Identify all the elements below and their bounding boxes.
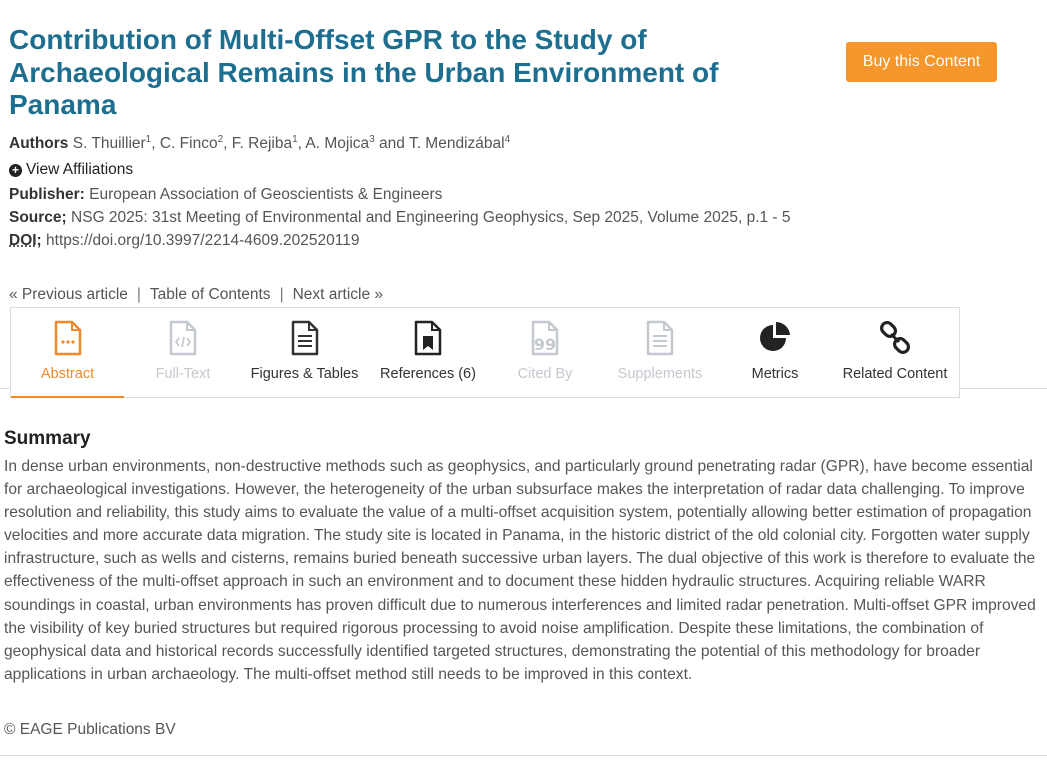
tab-related-content[interactable] xyxy=(831,308,959,398)
tab-cited-by[interactable] xyxy=(489,308,601,398)
quote-doc-icon xyxy=(530,320,560,356)
buy-content-button[interactable]: Buy this Content xyxy=(846,42,997,82)
tab-label: References (6) xyxy=(380,366,476,382)
article-title: Contribution of Multi-Offset GPR to the Study of Archaeological Remains in the Urban Environment of Panama xyxy=(9,24,719,120)
source-label: Source; xyxy=(9,209,67,226)
summary-text: In dense urban environments, non-destructive methods such as geophysics, and particularly ground penetrating radar (GPR), have become essential for archaeological investigations. However, the heterogeneity of the urban subsurface makes the interpretation of radar data challenging. To improve resolution and reliability, this study aims to evaluate the value of a multi-offset acquisition system, potentially allowing better estimation of propagation velocities and more accurate data migration. The study site is located in Panama, in the historic district of the old colonial city. Forgotten water supply infrastructure, such as wells and cisterns, remains buried beneath successive urban layers. The dual objective of this work is therefore to evaluate the effectiveness of the multi-offset approach in such an environment and to document these hidden hydraulic structures. Acquiring reliable WARR soundings in coastal, urban environments has proven difficult due to numerous interferences and limited radar penetration. Multi-offset GPR improved the visibility of key buried structures but required rigorous processing to avoid noise amplification. Despite these limitations, the combination of geophysical data and historical records successfully identified targeted structures, demonstrating the potential of this methodology for broader applications in urban archaeology. The multi-offset method still needs to be improved in this context. xyxy=(4,458,1036,683)
lines-doc-icon xyxy=(290,320,320,356)
svg-text:99: 99 xyxy=(533,335,557,354)
view-affiliations-label: View Affiliations xyxy=(26,161,134,178)
doi-label: DOI; xyxy=(9,232,42,249)
footer-divider xyxy=(0,755,1047,756)
author-affiliation-number: 3 xyxy=(369,134,375,145)
copyright-notice: © EAGE Publications BV xyxy=(4,721,176,738)
tab-label: Related Content xyxy=(842,366,948,382)
publisher-name: European Association of Geoscientists & Engineers xyxy=(89,186,443,203)
author-affiliation-number: 1 xyxy=(145,134,152,145)
tab-label: Abstract xyxy=(40,366,95,382)
summary-heading: Summary xyxy=(4,428,91,449)
table-of-contents-link[interactable]: Table of Contents xyxy=(149,286,271,303)
tab-label: Metrics xyxy=(751,366,799,382)
source-line xyxy=(9,209,791,227)
abstract-doc-icon xyxy=(53,320,83,356)
publisher-line xyxy=(9,186,442,204)
tab-abstract[interactable] xyxy=(11,308,124,398)
doi-line xyxy=(9,232,359,250)
supplements-doc-icon xyxy=(645,320,675,356)
tab-references[interactable] xyxy=(367,308,489,398)
bookmark-doc-icon xyxy=(413,320,443,356)
article-tabs xyxy=(10,307,960,398)
source-value: NSG 2025: 31st Meeting of Environmental and Engineering Geophysics, Sep 2025, Volume 2025, p.1 - 5 xyxy=(71,209,791,226)
tab-supplements[interactable] xyxy=(601,308,719,398)
authors-joiner: and xyxy=(379,135,405,153)
previous-article-link[interactable]: « Previous article xyxy=(9,286,128,303)
tab-figures-tables[interactable] xyxy=(242,308,367,398)
author-affiliation-number: 1 xyxy=(292,134,298,145)
pie-chart-icon xyxy=(758,320,792,356)
tab-label: Full-Text xyxy=(155,366,211,382)
author-name[interactable]: F. Rejiba xyxy=(231,135,293,153)
view-affiliations-toggle[interactable] xyxy=(9,161,133,179)
tab-full-text[interactable] xyxy=(124,308,242,398)
tab-label: Figures & Tables xyxy=(250,366,359,382)
article-navigation xyxy=(9,286,383,304)
tab-label: Cited By xyxy=(517,366,573,382)
doi-link[interactable]: https://doi.org/10.3997/2214-4609.202520119 xyxy=(46,232,360,249)
tab-metrics[interactable] xyxy=(719,308,831,398)
authors-label: Authors xyxy=(9,135,69,153)
author-affiliation-number: 2 xyxy=(217,134,224,145)
tab-label: Supplements xyxy=(617,366,703,382)
chain-link-icon xyxy=(878,320,912,356)
nav-separator: | xyxy=(136,286,141,303)
plus-circle-icon: + xyxy=(9,164,22,177)
code-doc-icon xyxy=(168,320,198,356)
nav-separator: | xyxy=(279,286,284,303)
publisher-label: Publisher: xyxy=(9,186,85,203)
authors-line: Authors S. Thuillier$^1$, C. Finco$^2$, F. Rejiba$^1$, A. Mojica$^3$ and T. Mendizábal$^4$ xyxy=(9,134,511,153)
author-name[interactable]: S. Thuillier xyxy=(72,135,146,153)
author-name[interactable]: T. Mendizábal xyxy=(408,135,505,153)
author-name[interactable]: C. Finco xyxy=(159,135,218,153)
author-name[interactable]: A. Mojica xyxy=(305,135,370,153)
author-affiliation-number: 4 xyxy=(504,134,511,145)
next-article-link[interactable]: Next article » xyxy=(292,286,384,303)
